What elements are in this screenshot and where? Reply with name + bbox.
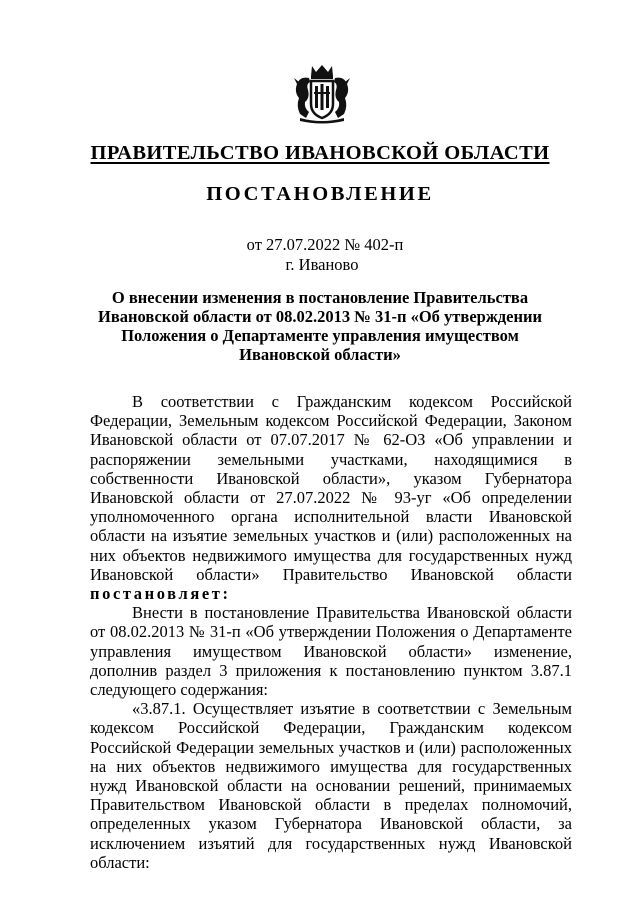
body-paragraph: Внести в постановление Правительства Ивановской области от 08.02.2013 № 31-п «Об утверждении Положения о Департаменте управления имуществом Ивановской области» изменение, дополнив раздел 3 приложения к постановлению пунктом 3.87.1 следующего содержания: [90, 603, 572, 700]
document-subject [90, 288, 550, 364]
subject-line: Ивановской области от 08.02.2013 № 31-п «Об утверждении [98, 307, 542, 326]
body-paragraph: «3.87.1. Осуществляет изъятие в соответствии с Земельным кодексом Российской Федерации, Гражданским кодексом Российской Федерации земельных участков и (или) расположенных на них объектов недвижимого имущества для государственных нужд Ивановской области на основании решений, принимаемых Правительством Ивановской области в пределах полномочий, определенных указом Губернатора Ивановской области, за исключением изъятий для государственных нужд Ивановской области: [90, 699, 572, 872]
subject-line: Ивановской области» [239, 345, 401, 364]
document-city: г. Иваново [285, 255, 359, 274]
coat-of-arms-icon [290, 62, 354, 124]
document-type: ПОСТАНОВЛЕНИЕ [206, 183, 434, 205]
subject-line: О внесении изменения в постановление Правительства [111, 288, 529, 307]
document-body [90, 392, 572, 872]
document-date-number: от 27.07.2022 № 402-п [246, 235, 404, 254]
subject-line: Положения о Департаменте управления имуществом [121, 326, 519, 345]
government-title: ПРАВИТЕЛЬСТВО ИВАНОВСКОЙ ОБЛАСТИ [90, 142, 550, 164]
body-paragraph [90, 392, 572, 603]
resolves-keyword: постановляет: [90, 584, 231, 604]
paragraph-text: В соответствии с Гражданским кодексом Российской Федерации, Земельным кодексом Российской Федерации, Законом Ивановской области от 07.07.2017 № 62-ОЗ «Об управлении и распоряжении земельными участками, находящимися в собственности Ивановской области», указом Губернатора Ивановской области от 27.07.2022 № 93-уг «Об определении уполномоченного органа исполнительной власти Ивановской области на изъятие земельных участков и (или) расположенных на них объектов недвижимого имущества для государственных нужд Ивановской области» Правительство Ивановской области [90, 392, 572, 584]
